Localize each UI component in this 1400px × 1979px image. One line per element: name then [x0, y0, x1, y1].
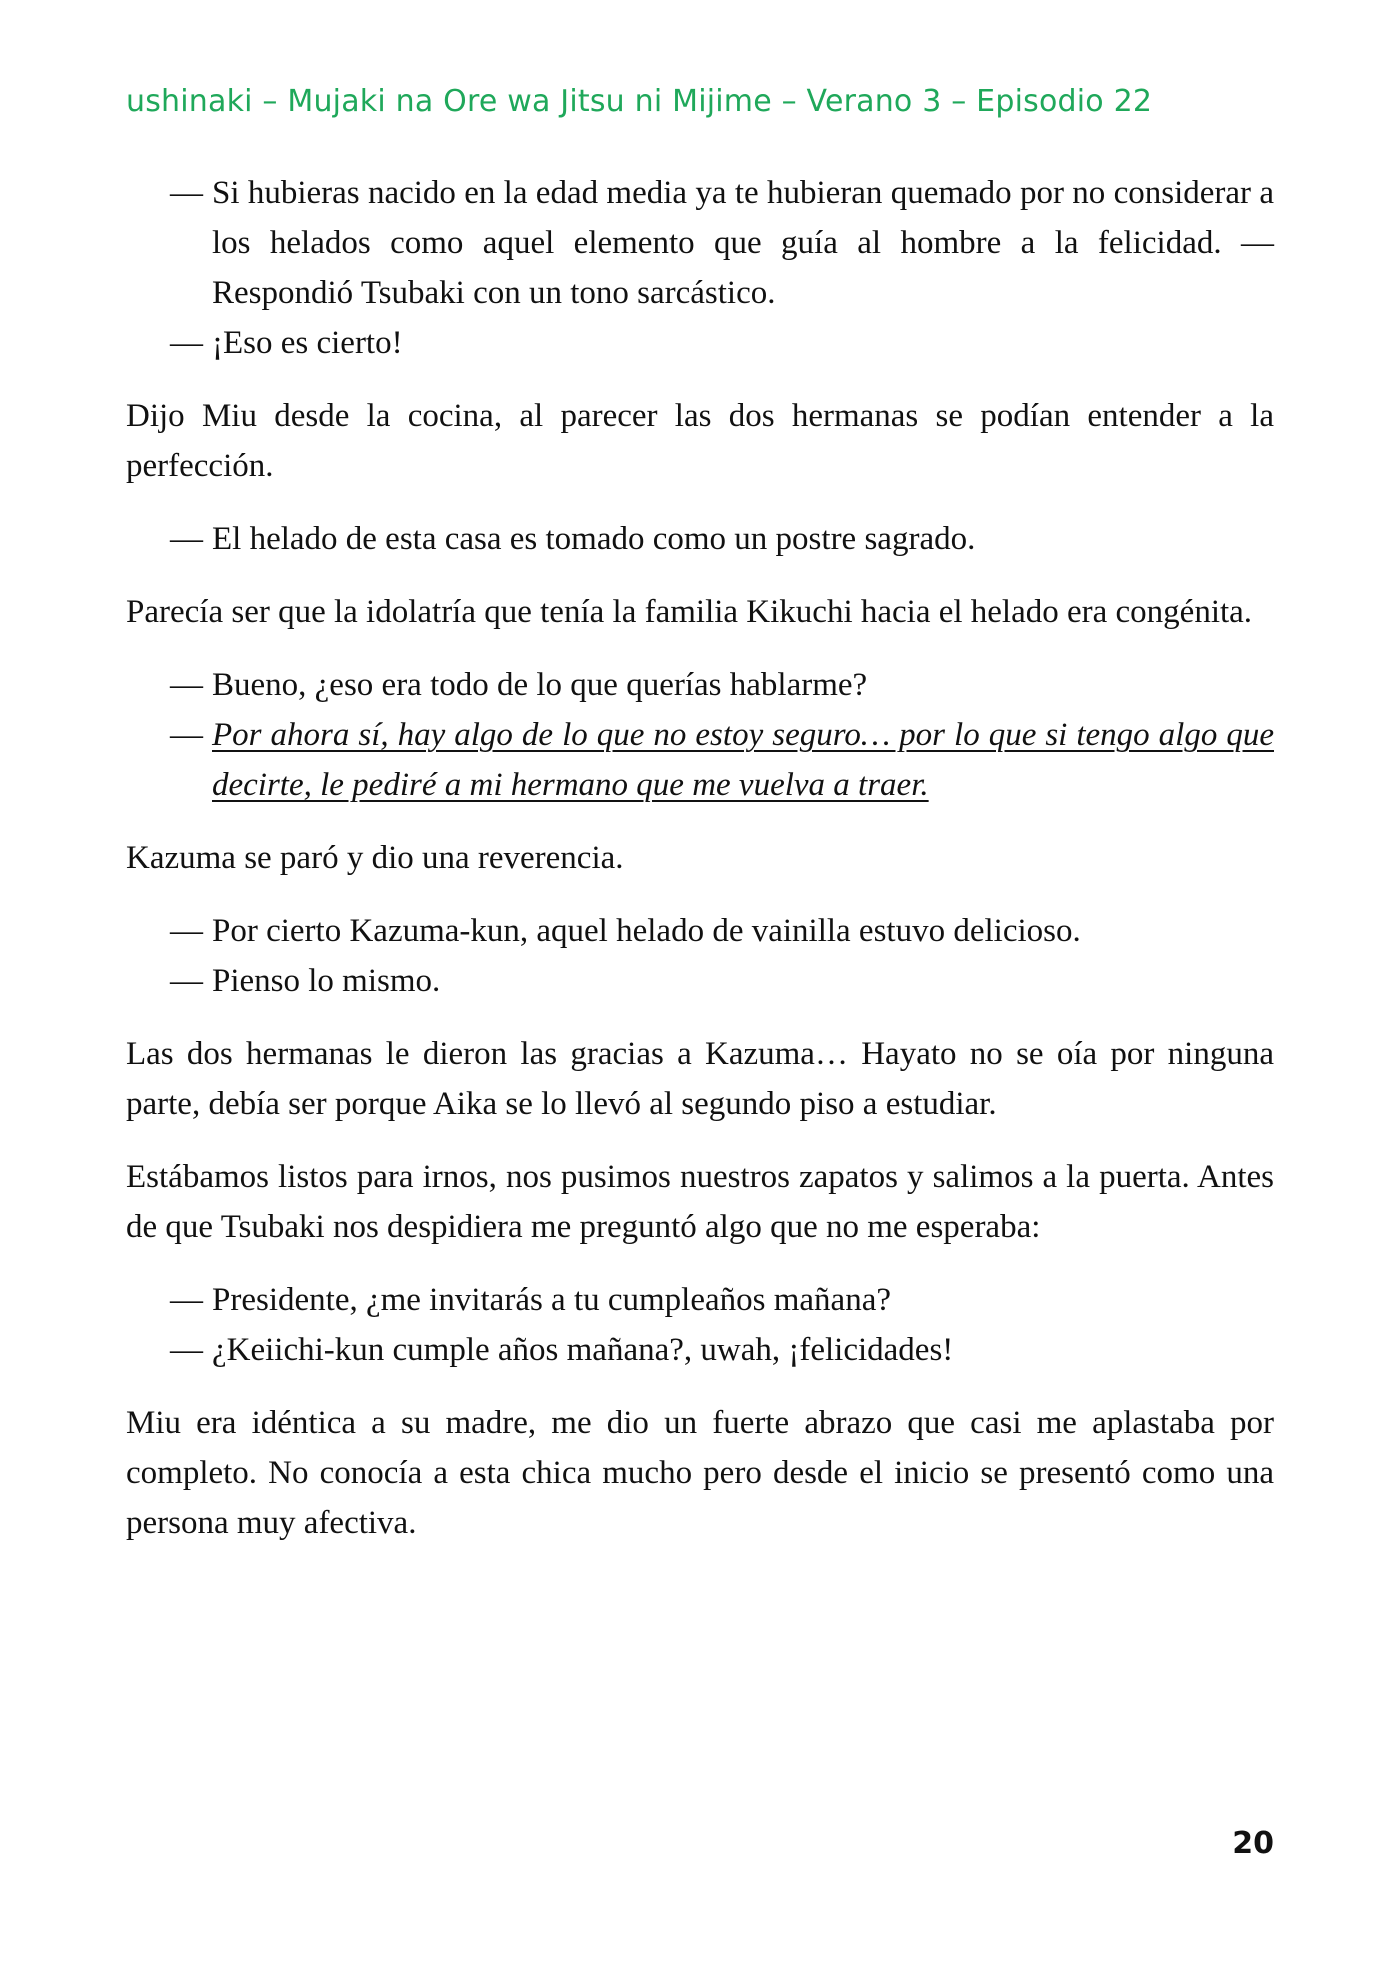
- dialogue-line: — El helado de esta casa es tomado como un postre sagrado.: [126, 514, 1274, 564]
- dialogue-line: — Bueno, ¿eso era todo de lo que querías hablarme?: [126, 660, 1274, 710]
- narration-paragraph: Dijo Miu desde la cocina, al parecer las dos hermanas se podían entender a la perfección.: [126, 398, 1274, 484]
- dialogue-line: — Si hubieras nacido en la edad media ya te hubieran quemado por no considerar a los helados como aquel elemento que guía al hombre a la felicidad. —Respondió Tsubaki con un tono sarcástico.: [126, 168, 1274, 318]
- dialogue-group: [126, 168, 1274, 368]
- narration-paragraph: Miu era idéntica a su madre, me dio un fuerte abrazo que casi me aplastaba por completo. No conocía a esta chica mucho pero desde el inicio se presentó como una persona muy afectiva.: [126, 1405, 1274, 1541]
- page-number: 20: [1232, 1826, 1274, 1861]
- dialogue-dash: —: [170, 717, 203, 753]
- dialogue-line: — ¡Eso es cierto!: [126, 318, 1274, 368]
- narration-paragraph: Las dos hermanas le dieron las gracias a Kazuma… Hayato no se oía por ninguna parte, debía ser porque Aika se lo llevó al segundo piso a estudiar.: [126, 1036, 1274, 1122]
- dialogue-dash: —: [170, 521, 203, 557]
- dialogue-line: — ¿Keiichi-kun cumple años mañana?, uwah, ¡felicidades!: [126, 1325, 1274, 1375]
- dialogue-line: — Por cierto Kazuma-kun, aquel helado de vainilla estuvo delicioso.: [126, 906, 1274, 956]
- dialogue-line: — Presidente, ¿me invitarás a tu cumpleaños mañana?: [126, 1275, 1274, 1325]
- running-header: ushinaki – Mujaki na Ore wa Jitsu ni Mijime – Verano 3 – Episodio 22: [126, 84, 1153, 119]
- dialogue-dash: —: [170, 175, 203, 211]
- dialogue-dash: —: [170, 913, 203, 949]
- dialogue-dash: —: [170, 325, 203, 361]
- narration-paragraph: Kazuma se paró y dio una reverencia.: [126, 840, 624, 876]
- dialogue-group: [126, 514, 1274, 564]
- dialogue-group: [126, 906, 1274, 1006]
- dialogue-dash: —: [170, 1332, 203, 1368]
- dialogue-dash: —: [170, 1282, 203, 1318]
- narration-paragraph: Parecía ser que la idolatría que tenía la familia Kikuchi hacia el helado era congénita.: [126, 594, 1253, 630]
- dialogue-line: — Pienso lo mismo.: [126, 956, 1274, 1006]
- body-text: [126, 168, 1274, 1548]
- dialogue-group: [126, 660, 1274, 810]
- dialogue-line-emphasized: — Por ahora sí, hay algo de lo que no estoy seguro… por lo que si tengo algo que decirte, le pediré a mi hermano que me vuelva a traer.: [126, 710, 1274, 810]
- dialogue-group: [126, 1275, 1274, 1375]
- narration-paragraph: Estábamos listos para irnos, nos pusimos nuestros zapatos y salimos a la puerta. Antes de que Tsubaki nos despidiera me preguntó algo que no me esperaba:: [126, 1159, 1274, 1245]
- dialogue-dash: —: [170, 667, 203, 703]
- dialogue-dash: —: [170, 963, 203, 999]
